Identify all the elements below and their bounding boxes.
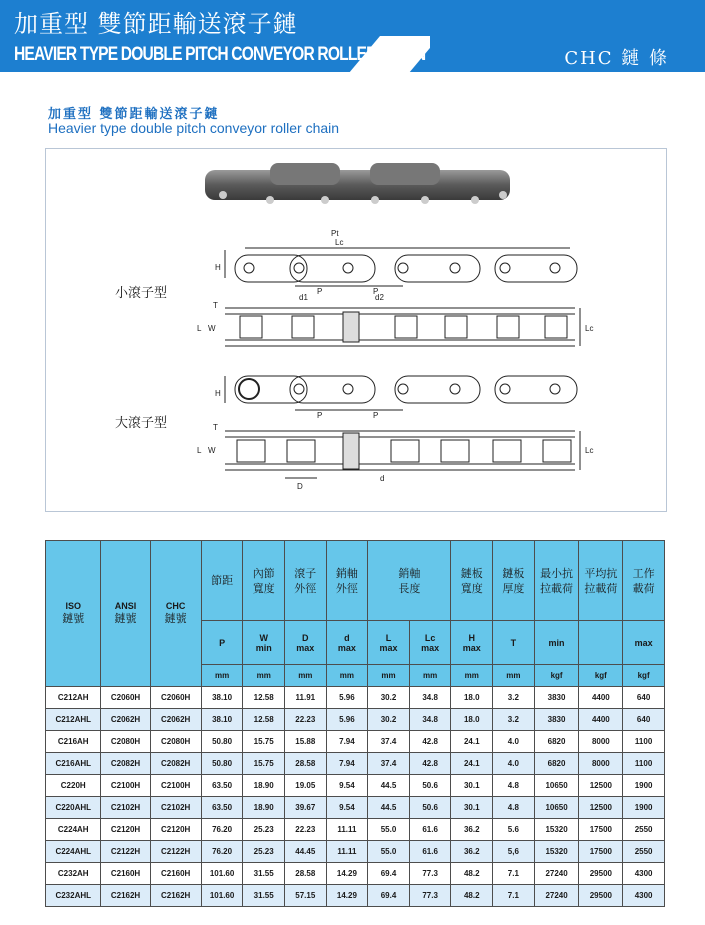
th-ansi-sub: 鏈號 (114, 612, 137, 625)
table-row (46, 841, 665, 863)
cell-min: 15320 (534, 841, 579, 863)
cell-T: 7.1 (493, 885, 535, 907)
cell-w: 31.55 (243, 885, 285, 907)
th-D-sym (285, 621, 327, 665)
dim-d2: d2 (375, 293, 384, 302)
cell-avg: 29500 (579, 885, 623, 907)
dim-p-3: P (317, 411, 323, 420)
th-min-tensile (534, 541, 579, 621)
th-roller (285, 541, 327, 621)
th-H-q: max (462, 642, 481, 653)
cell-d: 9.54 (326, 797, 368, 819)
cell-Lc: 42.8 (409, 731, 451, 753)
cell-Lc: 77.3 (409, 863, 451, 885)
cell-H: 24.1 (451, 731, 493, 753)
cell-H: 48.2 (451, 885, 493, 907)
cell-L: 69.4 (368, 885, 410, 907)
cell-L: 30.2 (368, 687, 410, 709)
th-unit-T: mm (493, 665, 535, 687)
cell-iso: C216AHL (46, 753, 101, 775)
cell-iso: C216AH (46, 731, 101, 753)
th-avg-tensile-2: 拉載荷 (584, 581, 618, 595)
cell-ansi: C2100H (101, 775, 150, 797)
dim-h-large: H (215, 389, 221, 398)
cell-avg: 12500 (579, 775, 623, 797)
th-unit-min: kgf (534, 665, 579, 687)
banner-category: CHC 鏈 條 (564, 48, 669, 69)
cell-d: 5.96 (326, 709, 368, 731)
th-iso-sub: 鏈號 (62, 612, 85, 625)
cell-work: 1100 (623, 753, 665, 775)
dim-lc-small: Lc (585, 324, 594, 333)
table-row (46, 775, 665, 797)
th-chc (150, 541, 201, 687)
cell-w: 12.58 (243, 709, 285, 731)
dim-d: d (380, 474, 385, 483)
cell-Lc: 34.8 (409, 687, 451, 709)
cell-w: 31.55 (243, 863, 285, 885)
dim-p-1: P (317, 287, 323, 296)
th-min-tensile-1: 最小抗 (540, 566, 574, 580)
cell-T: 4.8 (493, 775, 535, 797)
cell-ansi: C2060H (101, 687, 150, 709)
cell-chc: C2122H (150, 841, 201, 863)
dim-l-small: L (197, 324, 202, 333)
th-work-q-text: max (634, 637, 653, 648)
table-row (46, 731, 665, 753)
cell-H: 48.2 (451, 863, 493, 885)
cell-Lc: 50.6 (409, 775, 451, 797)
th-inner-width (243, 541, 285, 621)
cell-p: 50.80 (201, 753, 243, 775)
cell-min: 3830 (534, 709, 579, 731)
th-plate-w (451, 541, 493, 621)
cell-work: 1900 (623, 775, 665, 797)
th-pitch (201, 541, 243, 621)
cell-L: 55.0 (368, 841, 410, 863)
header-banner (0, 0, 705, 80)
cell-w: 15.75 (243, 753, 285, 775)
cell-work: 4300 (623, 885, 665, 907)
cell-H: 18.0 (451, 709, 493, 731)
cell-ansi: C2062H (101, 709, 150, 731)
dim-D: D (297, 482, 303, 491)
th-avg-q (579, 621, 623, 665)
cell-work: 2550 (623, 841, 665, 863)
cell-p: 38.10 (201, 709, 243, 731)
th-w-sym (243, 621, 285, 665)
cell-Lc: 34.8 (409, 709, 451, 731)
dim-t-large: T (213, 423, 218, 432)
small-roller-top-view (197, 301, 593, 346)
cell-avg: 4400 (579, 709, 623, 731)
th-unit-p: mm (201, 665, 243, 687)
cell-w: 25.23 (243, 819, 285, 841)
cell-min: 6820 (534, 753, 579, 775)
th-iso (46, 541, 101, 687)
th-plate-t-2: 厚度 (502, 581, 525, 595)
cell-T: 5,6 (493, 841, 535, 863)
th-plate-t-1: 鏈板 (502, 566, 525, 580)
cell-Lc: 42.8 (409, 753, 451, 775)
th-work-q (623, 621, 665, 665)
cell-min: 15320 (534, 819, 579, 841)
th-min-tensile-2: 拉載荷 (540, 581, 574, 595)
th-D-sym-text: D (302, 632, 309, 643)
cell-L: 30.2 (368, 709, 410, 731)
th-avg-tensile-1: 平均抗 (584, 566, 618, 580)
cell-T: 5.6 (493, 819, 535, 841)
cell-p: 63.50 (201, 797, 243, 819)
dim-p-4: P (373, 411, 379, 420)
cell-D: 44.45 (285, 841, 327, 863)
cell-T: 4.0 (493, 753, 535, 775)
small-roller-side-view (215, 229, 577, 302)
cell-iso: C232AHL (46, 885, 101, 907)
cell-w: 12.58 (243, 687, 285, 709)
cell-T: 4.8 (493, 797, 535, 819)
cell-min: 6820 (534, 731, 579, 753)
cell-p: 38.10 (201, 687, 243, 709)
cell-work: 640 (623, 709, 665, 731)
th-roller-1: 滾子 (294, 566, 317, 580)
cell-ansi: C2162H (101, 885, 150, 907)
cell-H: 36.2 (451, 841, 493, 863)
cell-D: 22.23 (285, 709, 327, 731)
cell-H: 30.1 (451, 797, 493, 819)
cell-p: 50.80 (201, 731, 243, 753)
th-Lc-q: max (421, 642, 440, 653)
th-w-q: min (255, 642, 272, 653)
th-pin-d-2: 外徑 (335, 581, 358, 595)
cell-d: 11.11 (326, 841, 368, 863)
th-pin-len-2: 長度 (398, 581, 421, 595)
cell-min: 27240 (534, 863, 579, 885)
th-ansi (101, 541, 150, 687)
th-T-sym-text: T (510, 637, 517, 648)
cell-min: 10650 (534, 775, 579, 797)
dim-w-small: W (208, 324, 216, 333)
cell-iso: C224AHL (46, 841, 101, 863)
th-L-sym (368, 621, 410, 665)
cell-iso: C224AH (46, 819, 101, 841)
cell-p: 63.50 (201, 775, 243, 797)
th-work (623, 541, 665, 621)
th-L-q: max (379, 642, 398, 653)
dim-l-large: L (197, 446, 202, 455)
th-p-sym-text: P (219, 637, 226, 648)
cell-avg: 8000 (579, 731, 623, 753)
cell-p: 76.20 (201, 841, 243, 863)
cell-L: 37.4 (368, 731, 410, 753)
th-work-1: 工作 (632, 566, 655, 580)
dim-pt: Pt (331, 229, 339, 238)
cell-work: 4300 (623, 863, 665, 885)
spec-table (45, 540, 665, 907)
cell-chc: C2160H (150, 863, 201, 885)
cell-w: 18.90 (243, 797, 285, 819)
cell-T: 3.2 (493, 687, 535, 709)
dim-w-large: W (208, 446, 216, 455)
th-unit-w: mm (243, 665, 285, 687)
cell-avg: 8000 (579, 753, 623, 775)
cell-ansi: C2120H (101, 819, 150, 841)
th-d-sym-text: d (344, 632, 350, 643)
cell-d: 11.11 (326, 819, 368, 841)
th-unit-work: kgf (623, 665, 665, 687)
th-T-sym (493, 621, 535, 665)
th-unit-avg: kgf (579, 665, 623, 687)
cell-work: 640 (623, 687, 665, 709)
th-avg-tensile (579, 541, 623, 621)
cell-avg: 17500 (579, 841, 623, 863)
cell-iso: C220AHL (46, 797, 101, 819)
cell-H: 24.1 (451, 753, 493, 775)
cell-d: 9.54 (326, 775, 368, 797)
th-pin-len (368, 541, 451, 621)
cell-chc: C2162H (150, 885, 201, 907)
cell-H: 18.0 (451, 687, 493, 709)
cell-iso: C212AHL (46, 709, 101, 731)
cell-D: 39.67 (285, 797, 327, 819)
cell-Lc: 50.6 (409, 797, 451, 819)
cell-L: 44.5 (368, 797, 410, 819)
th-ansi-label: ANSI (114, 601, 137, 611)
cell-chc: C2062H (150, 709, 201, 731)
large-roller-side-view (215, 376, 577, 420)
cell-L: 55.0 (368, 819, 410, 841)
cell-D: 57.15 (285, 885, 327, 907)
cell-Lc: 77.3 (409, 885, 451, 907)
cell-d: 14.29 (326, 885, 368, 907)
table-row (46, 863, 665, 885)
cell-avg: 4400 (579, 687, 623, 709)
th-d-sym (326, 621, 368, 665)
cell-d: 14.29 (326, 863, 368, 885)
cell-iso: C220H (46, 775, 101, 797)
cell-chc: C2120H (150, 819, 201, 841)
cell-D: 15.88 (285, 731, 327, 753)
th-min-q (534, 621, 579, 665)
table-row (46, 687, 665, 709)
th-Lc-sym-text: Lc (424, 632, 436, 643)
cell-Lc: 61.6 (409, 819, 451, 841)
cell-p: 101.60 (201, 863, 243, 885)
cell-L: 37.4 (368, 753, 410, 775)
dim-t-small: T (213, 301, 218, 310)
th-pin-len-1: 銷軸 (398, 566, 421, 580)
label-large-roller: 大滾子型 (115, 416, 168, 431)
th-H-sym (451, 621, 493, 665)
th-w-sym-text: W (259, 632, 268, 643)
cell-avg: 17500 (579, 819, 623, 841)
cell-D: 28.58 (285, 753, 327, 775)
th-work-2: 載荷 (632, 581, 655, 595)
chain-technical-drawing (45, 148, 665, 510)
th-chc-label: CHC (165, 601, 186, 611)
dim-lc-large: Lc (585, 446, 594, 455)
cell-iso: C212AH (46, 687, 101, 709)
dim-h-small: H (215, 263, 221, 272)
cell-ansi: C2082H (101, 753, 150, 775)
cell-ansi: C2122H (101, 841, 150, 863)
label-small-roller: 小滾子型 (115, 286, 168, 301)
th-pitch-label: 節距 (211, 574, 234, 587)
cell-D: 19.05 (285, 775, 327, 797)
cell-L: 44.5 (368, 775, 410, 797)
cell-T: 7.1 (493, 863, 535, 885)
th-p-sym (201, 621, 243, 665)
large-roller-top-view (197, 423, 593, 491)
cell-chc: C2082H (150, 753, 201, 775)
cell-chc: C2080H (150, 731, 201, 753)
th-H-sym-text: H (468, 632, 475, 643)
cell-w: 15.75 (243, 731, 285, 753)
cell-D: 11.91 (285, 687, 327, 709)
th-L-sym-text: L (385, 632, 392, 643)
cell-ansi: C2080H (101, 731, 150, 753)
dim-p-2: P (373, 287, 379, 296)
cell-T: 3.2 (493, 709, 535, 731)
cell-ansi: C2160H (101, 863, 150, 885)
cell-min: 27240 (534, 885, 579, 907)
cell-chc: C2102H (150, 797, 201, 819)
header-row-labels (46, 541, 665, 621)
cell-min: 10650 (534, 797, 579, 819)
dim-lc-top: Lc (335, 238, 344, 247)
cell-D: 28.58 (285, 863, 327, 885)
cell-work: 2550 (623, 819, 665, 841)
chain-photo (205, 163, 510, 204)
cell-D: 22.23 (285, 819, 327, 841)
th-chc-sub: 鏈號 (164, 612, 187, 625)
table-row (46, 753, 665, 775)
banner-title-en: HEAVIER TYPE DOUBLE PITCH CONVEYOR ROLLER CHAIN (14, 44, 426, 65)
cell-p: 76.20 (201, 819, 243, 841)
th-unit-d: mm (326, 665, 368, 687)
cell-d: 5.96 (326, 687, 368, 709)
th-roller-2: 外徑 (294, 581, 317, 595)
th-unit-Lc: mm (409, 665, 451, 687)
cell-work: 1100 (623, 731, 665, 753)
table-row (46, 885, 665, 907)
cell-w: 18.90 (243, 775, 285, 797)
table-row (46, 797, 665, 819)
table-row (46, 819, 665, 841)
th-min-q-text: min (548, 637, 565, 648)
table-row (46, 709, 665, 731)
cell-chc: C2100H (150, 775, 201, 797)
th-D-q: max (296, 642, 315, 653)
th-unit-L: mm (368, 665, 410, 687)
banner-title-cn: 加重型 雙節距輸送滾子鏈 (14, 10, 298, 38)
cell-work: 1900 (623, 797, 665, 819)
th-inner-width-2: 寬度 (252, 581, 275, 595)
th-plate-w-1: 鏈板 (460, 566, 483, 580)
th-d-q: max (337, 642, 356, 653)
th-iso-label: ISO (65, 601, 81, 611)
cell-d: 7.94 (326, 731, 368, 753)
cell-w: 25.23 (243, 841, 285, 863)
cell-min: 3830 (534, 687, 579, 709)
section-title-cn: 加重型 雙節距輸送滾子鏈 (48, 107, 220, 122)
cell-ansi: C2102H (101, 797, 150, 819)
cell-Lc: 61.6 (409, 841, 451, 863)
dim-d1: d1 (299, 293, 308, 302)
th-plate-t (493, 541, 535, 621)
th-inner-width-1: 內節 (252, 566, 275, 580)
th-unit-H: mm (451, 665, 493, 687)
section-title-en: Heavier type double pitch conveyor roller chain (48, 120, 340, 136)
cell-p: 101.60 (201, 885, 243, 907)
th-Lc-sym (409, 621, 451, 665)
cell-d: 7.94 (326, 753, 368, 775)
cell-L: 69.4 (368, 863, 410, 885)
th-plate-w-2: 寬度 (460, 581, 483, 595)
th-pin-d-1: 銷軸 (335, 566, 358, 580)
cell-avg: 12500 (579, 797, 623, 819)
th-unit-D: mm (285, 665, 327, 687)
cell-iso: C232AH (46, 863, 101, 885)
cell-chc: C2060H (150, 687, 201, 709)
cell-H: 30.1 (451, 775, 493, 797)
th-pin-d (326, 541, 368, 621)
cell-H: 36.2 (451, 819, 493, 841)
cell-avg: 29500 (579, 863, 623, 885)
cell-T: 4.0 (493, 731, 535, 753)
